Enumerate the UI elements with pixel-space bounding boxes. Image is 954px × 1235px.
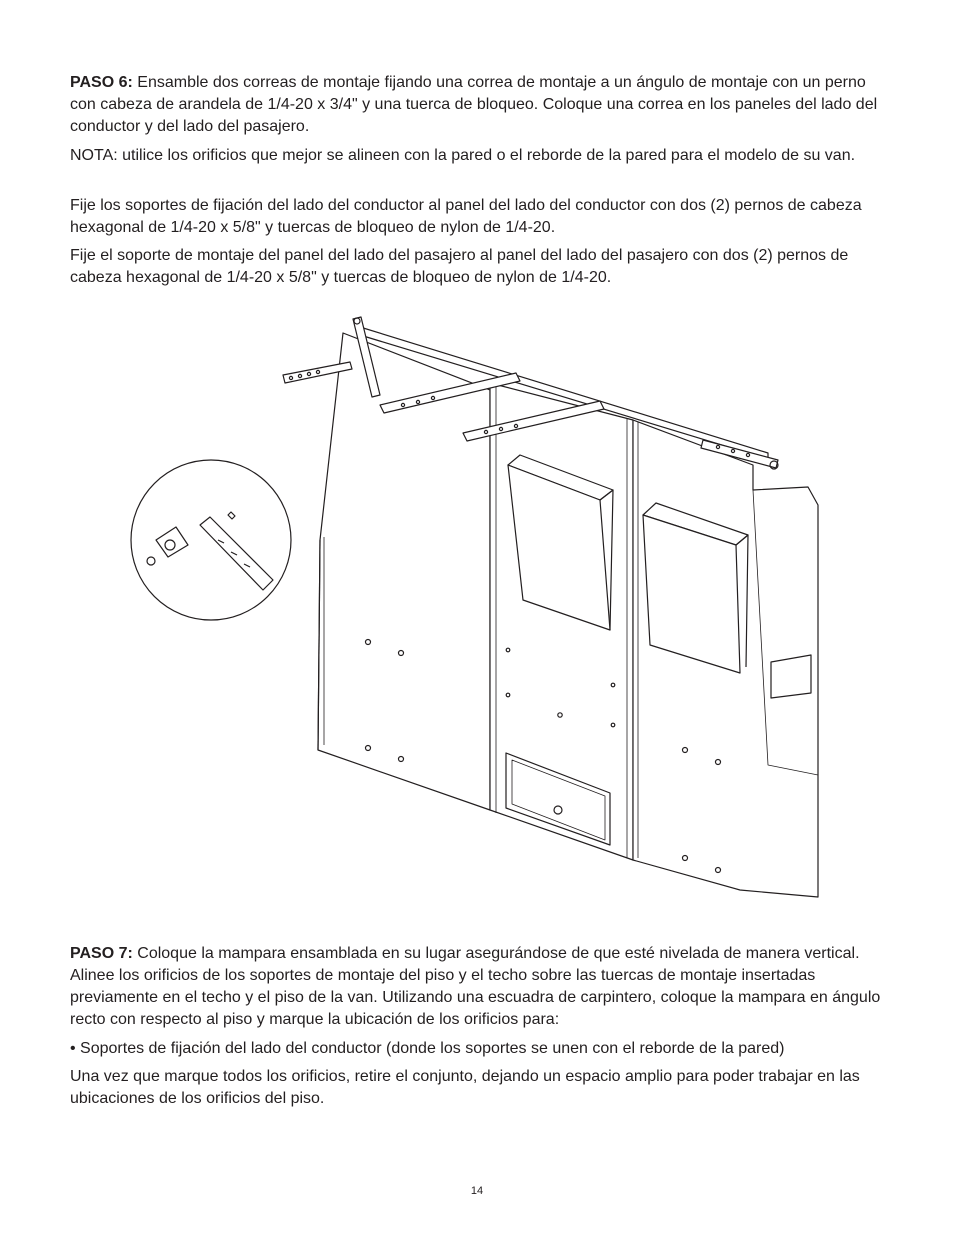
passenger-side-paragraph: Fije el soporte de montaje del panel del lado del pasajero al panel del lado del pasajero con dos (2) pernos de cabeza hexagonal de 1/4-20 x 5/8" y tuercas de bloqueo de nylon de 1/4-20. [70, 247, 849, 286]
step6-paragraph [70, 72, 890, 138]
partition-assembly-illustration [128, 305, 828, 905]
step7-label: PASO 7: [70, 945, 133, 962]
step7-closing: Una vez que marque todos los orificios, retire el conjunto, dejando un espacio amplio para poder trabajar en las ubicaciones de los orificios del piso. [70, 1068, 860, 1107]
page-number: 14 [470, 1185, 484, 1197]
step7-paragraph [70, 943, 890, 1031]
hardware-detail-callout [131, 460, 291, 620]
center-panel [490, 383, 633, 860]
step7-bullet: • Soportes de fijación del lado del conductor (donde los soportes se unen con el reborde de la pared) [70, 1040, 785, 1057]
step6-note: NOTA: utilice los orificios que mejor se alineen con la pared o el reborde de la pared para el modelo de su van. [70, 147, 856, 164]
passenger-side-panel [633, 420, 818, 897]
step7-text: Coloque la mampara ensamblada en su lugar asegurándose de que esté nivelada de manera vertical. Alinee los orificios de los soportes de montaje del piso y el techo sobre las tuercas de montaje insertadas previamente en el techo y el piso de la van. Utilizando una escuadra de carpintero, coloque la mampara en ángulo recto con respecto al piso y marque la ubicación de los orificios para: [70, 945, 881, 1028]
step6-label: PASO 6: [70, 74, 133, 91]
driver-side-paragraph: Fije los soportes de fijación del lado del conductor al panel del lado del conductor con dos (2) pernos de cabeza hexagonal de 1/4-20 x 5/8" y tuercas de bloqueo de nylon de 1/4-20. [70, 197, 862, 236]
step6-text: Ensamble dos correas de montaje fijando una correa de montaje a un ángulo de montaje con un perno con cabeza de arandela de 1/4-20 x 3/4" y una tuerca de bloqueo. Coloque una correa en los paneles del lado del conductor y del lado del pasajero. [70, 74, 878, 135]
